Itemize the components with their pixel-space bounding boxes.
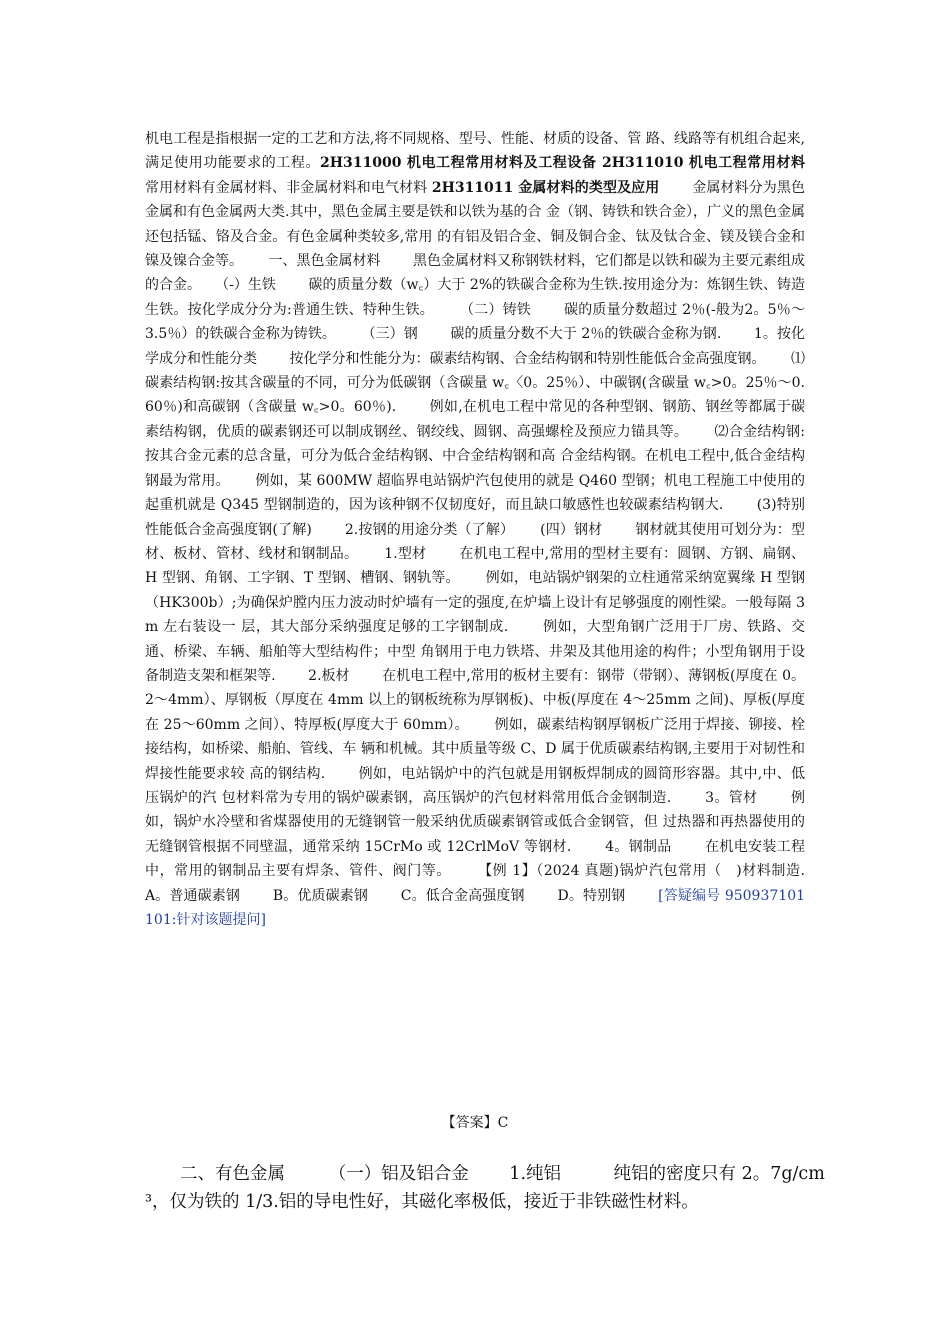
- nonferrous-text: 二、有色金属 （一）铝及铝合金 1.纯铝 纯铝的密度只有 2。7g/cm³，仅为铁的 1/3.铝的导电性好，其磁化率极低，接近于非铁磁性材料。: [145, 1164, 825, 1212]
- qa-link[interactable]: [答疑编号 950937101101:针对该题提问]: [145, 887, 806, 928]
- materials-overview-text: 常用材料有金属材料、非金属材料和电气材料: [145, 155, 838, 196]
- section-heading: 2H311011 金属材料的类型及应用: [431, 179, 660, 196]
- main-paragraph: [145, 127, 838, 932]
- chapter-heading: 2H311000 机电工程常用材料及工程设备 2H311010 机电工程常用材料: [320, 155, 806, 172]
- intro-text: 机电工程是指根据一定的工艺和方法,将不同规格、型号、性能、材质的设备、管 路、线路等有机组合起来,满足使用功能要求的工程。: [145, 131, 805, 172]
- metal-materials-text: 金属材料分为黑色金属和有色金属两大类.其中，黑色金属主要是铁和以铁为基的合 金（钢、铸铁和铁合金），广义的黑色金属还包括锰、铬及合金。有色金属种类较多,常用 的有铝及铝合金、铜及铜合金、钛及钛合金、镁及镁合金和镍及镍合金等。 一、黑色金属材料 黑色金属材料又称钢铁材料，它们都是以铁和碳为主要元素组成的合金。 （-）生铁 碳的质量分数（w꜀）大于 2%的铁碳合金称为生铁.按用途分为：炼钢生铁、铸造生铁。按化学成分分为:普通生铁、特种生铁。 （二）铸铁 碳的质量分数超过 2％(-般为2。5％～3.5％）的铁碳合金称为铸铁。 （三）钢 碳的质量分数不大于 2％的铁碳合金称为钢. 1。按化学成分和性能分类 按化学分和性能分为：碳素结构钢、合金结构钢和特别性能低合金高强度钢。 ⑴碳素结构钢:按其含碳量的不同，可分为低碳钢（含碳量 w꜀〈0。25％）、中碳钢(含碳量 w꜀>0。25％～0.60％)和高碳钢（含碳量 w꜀>0。60％). 例如,在机电工程中常见的各种型钢、钢筋、钢丝等都属于碳素结构钢，优质的碳素钢还可以制成钢丝、钢绞线、圆钢、高强螺栓及预应力锚具等。 ⑵合金结构钢:按其合金元素的总含量，可分为低合金结构钢、中合金结构钢和高 合金结构钢。在机电工程中,低合金结构钢最为常用。 例如，某 600MW 超临界电站锅炉汽包使用的就是 Q460 型钢；机电工程施工中使用的起重机就是 Q345 型钢制造的，因为该种钢不仅韧度好，而且缺口敏感性也较碳素结构钢大. (3)特别性能低合金高强度钢(了解) 2.按钢的用途分类（了解） (四）钢材 钢材就其使用可划分为：型材、板材、管材、线材和钢制品。 1.型材 在机电工程中,常用的型材主要有：圆钢、方钢、扁钢、H 型钢、角钢、工字钢、T 型钢、槽钢、钢轨等。 例如，电站锅炉钢架的立柱通常采纳宽翼缘 H 型钢（HK300b）;为确保炉膛内压力波动时炉墙有一定的强度,在炉墙上设计有足够强度的刚性梁。一般每隔 3m 左右装设一 层，其大部分采纳强度足够的工字钢制成. 例如，大型角钢广泛用于厂房、铁路、交通、桥梁、车辆、船舶等大型结构件；中型 角钢用于电力铁塔、井架及其他用途的构件；小型角钢用于设备制造支架和框架等. 2.板材 在机电工程中,常用的板材主要有：钢带（带钢）、薄钢板(厚度在 0。2～4mm）、厚钢板（厚度在 4mm 以上的钢板统称为厚钢板)、中板(厚度在 4～25mm 之间)、厚板(厚度在 25～60mm 之间）、特厚板(厚度大于 60mm）。 例如，碳素结构钢厚钢板广泛用于焊接、铆接、栓接结构，如桥梁、船舶、管线、车 辆和机械。其中质量等级 C、D 属于优质碳素结构钢,主要用于对韧性和焊接性能要求较 高的钢结构. 例如，电站锅炉中的汽包就是用钢板焊制成的圆筒形容器。其中,中、低压锅炉的汽 包材料常为专用的锅炉碳素钢，高压锅炉的汽包材料常用低合金钢制造. 3。管材 例如，锅炉水冷壁和省煤器使用的无缝钢管一般采纳优质碳素钢管或低合金钢管，但 过热器和再热器使用的无缝钢管根据不同壁温，通常采纳 15CrMo 或 12CrlMoV 等钢材. 4。钢制品 在机电安装工程中，常用的钢制品主要有焊条、管件、阀门等。 【例 1】（2024 真题)锅炉汽包常用（ )材料制造. A。普通碳素钢 B。优质碳素钢 C。低合金高强度钢 D。特别钢: [145, 179, 838, 904]
- nonferrous-section: [145, 1160, 825, 1216]
- answer-line: 【答案】C: [441, 1115, 509, 1131]
